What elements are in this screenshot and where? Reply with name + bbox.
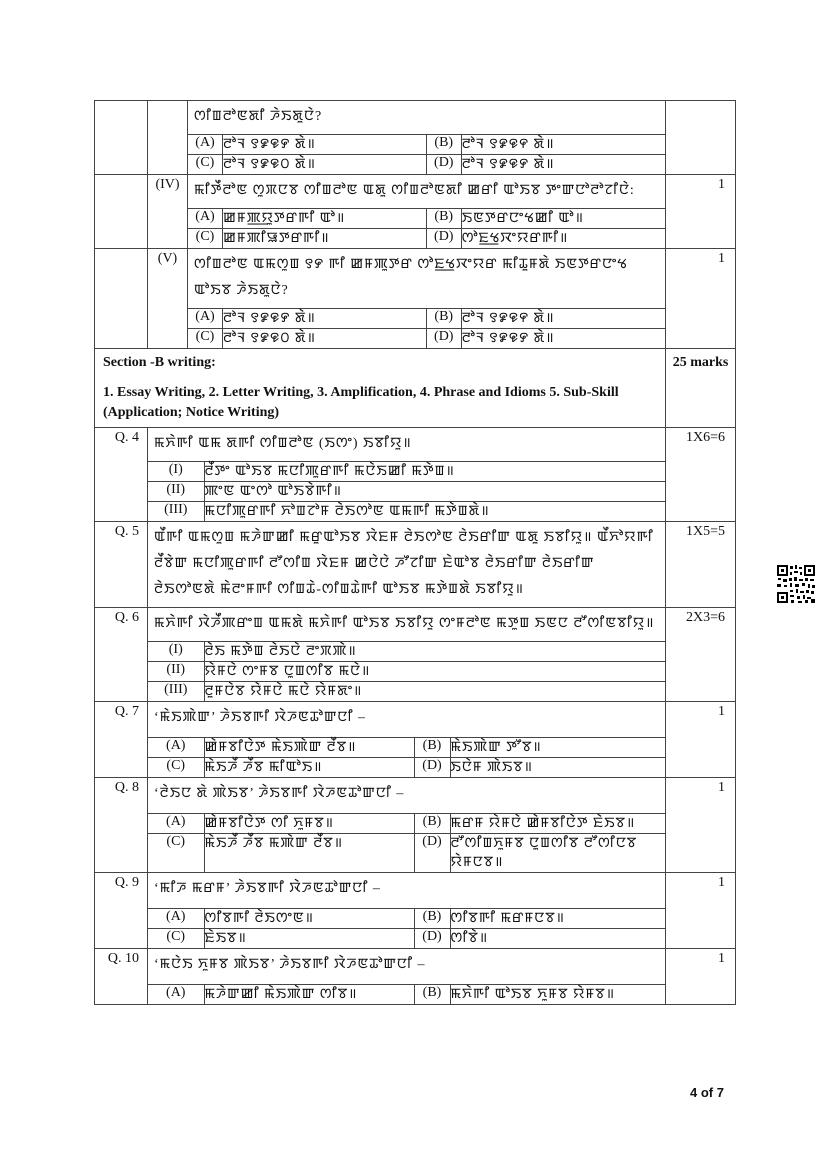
options-table (188, 209, 665, 248)
option-d: ꯂꯧꯁꯤꯡꯈꯨꯝꯕ ꯅꯨꯡꯁꯤꯕ ꯂꯧꯁꯤꯅꯕ ꯌꯥꯝꯅꯕ॥ (450, 834, 665, 873)
question-number: Q. 10 (95, 949, 148, 1005)
q5-row (95, 522, 736, 608)
section-b-row (95, 349, 736, 428)
q4-row (95, 428, 736, 522)
question-stem: ꯁꯤꯡꯂꯣꯟꯗꯤ ꯍꯥꯏꯗꯨꯅꯥ? (188, 101, 665, 135)
option-label-a: (A) (148, 909, 204, 929)
q7-row (95, 702, 736, 778)
option-label-c: (C) (188, 155, 223, 175)
option-label-a: (A) (188, 209, 223, 229)
option-a: ꯀꯝꯄ꯭ꯌꯨꯇꯔꯒꯤ ꯑꯣ॥ (223, 209, 427, 229)
options-table (148, 738, 665, 777)
marks: 1 (666, 249, 736, 349)
option-c: ꯃꯥꯏꯍꯩ ꯍꯩꯕ ꯃꯄꯥꯛ ꯂꯩꯕ॥ (204, 834, 414, 873)
item-text: ꯂꯥꯏ ꯃꯇꯥꯡ ꯂꯥꯏꯅꯥ ꯂꯦꯞꯄꯥ॥ (204, 644, 357, 659)
options-table (188, 309, 665, 348)
option-c: ꯐꯥꯏꯕ॥ (204, 929, 414, 949)
options-table (148, 985, 665, 1004)
q3-tail-row (95, 101, 736, 175)
sub-number: (IV) (148, 175, 188, 249)
question-stem: ꯃꯈꯥꯒꯤ ꯑꯃ ꯗꯒꯤ ꯁꯤꯡꯂꯣꯟ (ꯏꯁꯦ) ꯏꯕꯤꯌꯨ॥ (148, 428, 665, 462)
option-d: ꯂꯣꯜ ꯱꯹꯶꯸ ꯗꯥ॥ (461, 155, 665, 175)
question-stem: ꯃꯈꯥꯒꯤ ꯋꯥꯍꯩꯄꯔꯦꯡ ꯑꯃꯗꯥ ꯃꯈꯥꯒꯤ ꯑꯣꯏꯕ ꯏꯕꯤꯌꯨ ꯁꯦꯝꯂꯣꯟ ꯃꯇꯨꯡ ꯏꯟꯅ ꯂꯧꯁꯤꯟꯕꯤꯌꯨ॥ (148, 608, 665, 642)
item-text: ꯄꯦꯟ ꯑꯦꯁꯣ ꯑꯣꯏꯕꯥꯒꯤ॥ (204, 482, 665, 502)
item-label: (II) (148, 482, 204, 502)
page-number: 4 of 7 (690, 1085, 724, 1100)
section-description: 1. Essay Writing, 2. Letter Writing, 3. Amplification, 4. Phrase and Idioms 5. Sub-Skill (Application; Notice Writing) (103, 385, 619, 420)
option-label-b: (B) (414, 909, 450, 929)
section-title: Section -B writing: (103, 355, 216, 370)
question-text: ꯑꯩꯒꯤ ꯑꯃꯁꯨꯡ ꯃꯍꯥꯛꯀꯤ ꯃꯔꯨꯑꯣꯏꯕ ꯋꯥꯐꯝ ꯂꯥꯏꯁꯣꯟ ꯂꯥꯏꯔꯤꯛ ꯑꯗꯨ ꯏꯕꯤꯌꯨ॥ ꯑꯩꯈꯣꯌꯒꯤ ꯂꯩꯕꯥꯛ ꯃꯅꯤꯄꯨꯔꯒꯤ ꯂꯧꯁꯤꯡ ꯋꯥꯐꯝ ꯀꯅꯥꯅꯥ ꯍꯧꯖꯤꯛ ꯐꯥꯑꯣꯕ ꯂꯥꯏꯔꯤꯛ ꯂꯥꯏꯔꯤꯛ ꯂꯥꯏꯁꯣꯟꯗꯥ ꯃꯥꯂꯦꯝꯒꯤ ꯁꯤꯡꯊꯥ-ꯁꯤꯡꯊꯥꯒꯤ ꯑꯣꯏꯕ ꯃꯇꯥꯡꯗꯥ ꯏꯕꯤꯌꯨ॥ (154, 530, 654, 597)
q3-iv-row (95, 175, 736, 249)
option-c: ꯃꯥꯏꯍꯩ ꯍꯩꯕ ꯃꯤꯑꯣꯏ॥ (204, 758, 414, 778)
question-stem: ‘ꯃꯥꯏꯄꯥꯛ’ ꯍꯥꯏꯕꯒꯤ ꯋꯥꯍꯟꯊꯣꯛꯅꯤ – (148, 702, 665, 738)
marks: 1 (666, 175, 736, 249)
sub-number-cell (148, 101, 188, 175)
option-a: ꯀꯥꯝꯕꯤꯅꯥꯇ ꯃꯥꯏꯄꯥꯛ ꯂꯩꯕ॥ (204, 738, 414, 758)
section-marks: 25 marks (666, 349, 736, 428)
option-label-d: (D) (414, 834, 450, 873)
option-a: ꯂꯣꯜ ꯱꯹꯶꯸ ꯗꯥ॥ (223, 135, 427, 155)
marks: 1 (666, 949, 736, 1005)
option-c: ꯂꯣꯜ ꯱꯹꯶꯰ ꯗꯥ॥ (223, 329, 427, 349)
question-content (188, 101, 666, 175)
marks: 1 (666, 702, 736, 778)
question-table (94, 100, 736, 1005)
question-content (148, 522, 666, 608)
option-label-a: (A) (148, 738, 204, 758)
question-content (188, 249, 666, 349)
question-stem: ꯃꯤꯇꯩꯂꯣꯟ ꯁꯨꯞꯅꯕ ꯁꯤꯡꯂꯣꯟ ꯑꯗꯨ ꯁꯤꯡꯂꯣꯟꯗꯤ ꯀꯔꯤ ꯑꯣꯏꯕ ꯇꯦꯛꯅꯣꯂꯣꯖꯤꯅꯥ: (188, 175, 665, 209)
marks: 1 (666, 778, 736, 873)
option-b: ꯃꯔꯝ ꯌꯥꯝꯅꯥ ꯀꯥꯝꯕꯤꯅꯥꯇ ꯐꯥꯏꯕ॥ (450, 816, 636, 831)
option-label-c: (C) (148, 758, 204, 778)
option-label-c: (C) (188, 229, 223, 249)
option-label-d: (D) (426, 229, 461, 249)
option-d: ꯁꯤꯕꯥ॥ (450, 929, 665, 949)
section-b-heading (95, 349, 666, 428)
question-number-cell (95, 249, 148, 349)
option-label-d: (D) (426, 155, 461, 175)
question-stem: ‘ꯃꯅꯥꯏ ꯈꯨꯝꯕ ꯄꯥꯏꯕ’ ꯍꯥꯏꯕꯒꯤ ꯋꯥꯍꯟꯊꯣꯛꯅꯤ – (148, 949, 665, 985)
item-label: (III) (148, 682, 204, 702)
q3-v-row (95, 249, 736, 349)
question-number: Q. 5 (95, 522, 148, 608)
sub-number: (V) (148, 249, 188, 349)
question-content (148, 873, 666, 949)
option-label-a: (A) (188, 309, 223, 329)
item-label: (III) (148, 502, 204, 522)
marks: 2X3=6 (666, 608, 736, 702)
item-label: (I) (148, 642, 204, 662)
option-label-c: (C) (148, 929, 204, 949)
item-text: ꯃꯅꯤꯄꯨꯔꯒꯤ ꯈꯣꯡꯖꯣꯝ ꯂꯥꯏꯁꯣꯟ ꯑꯃꯒꯤ ꯃꯇꯥꯡꯗꯥ॥ (204, 502, 665, 522)
options-table (148, 814, 665, 872)
option-c: ꯂꯣꯜ ꯱꯹꯶꯰ ꯗꯥ॥ (223, 155, 427, 175)
option-label-b: (B) (414, 738, 450, 758)
item-label: (I) (148, 462, 204, 482)
sub-items-table (148, 462, 665, 521)
option-a: ꯀꯥꯝꯕꯤꯅꯥꯇ ꯁꯤ ꯈꯨꯝꯕ॥ (204, 814, 414, 834)
option-label-d: (D) (414, 929, 450, 949)
question-number: Q. 6 (95, 608, 148, 702)
option-d: ꯂꯣꯜ ꯱꯹꯶꯸ ꯗꯥ॥ (461, 329, 665, 349)
q8-row (95, 778, 736, 873)
options-table (188, 135, 665, 174)
marks: 1 (666, 873, 736, 949)
question-content (148, 949, 666, 1005)
option-label-d: (D) (426, 329, 461, 349)
question-number-cell (95, 101, 148, 175)
q10-row (95, 949, 736, 1005)
question-content (148, 428, 666, 522)
option-a: ꯃꯍꯥꯛꯀꯤ ꯃꯥꯏꯄꯥꯛ ꯁꯤꯕ॥ (204, 985, 414, 1004)
question-stem: ꯁꯤꯡꯂꯣꯟ ꯑꯃꯁꯨꯡ ꯱꯸ ꯒꯤ ꯀꯝꯄꯨꯇꯔ ꯁꯣꯐ꯭ꯠꯋꯦꯌꯔ ꯃꯤꯊꯨꯝꯗꯥ ꯏꯟꯇꯔꯅꯦꯠ ꯑꯣꯏꯕ ꯍꯥꯏꯗꯨꯅꯥ? (188, 249, 665, 309)
question-stem: ‘ꯂꯥꯏꯅ ꯗꯥ ꯄꯥꯏꯕ’ ꯍꯥꯏꯕꯒꯤ ꯋꯥꯍꯟꯊꯣꯛꯅꯤ – (148, 778, 665, 814)
option-label-b: (B) (426, 135, 461, 155)
option-label-a: (A) (188, 135, 223, 155)
marks-cell (666, 101, 736, 175)
q6-row (95, 608, 736, 702)
item-text: ꯂꯨꯝꯅꯥꯕ ꯌꯥꯝꯅꯥ ꯃꯅꯥ ꯌꯥꯝꯗꯦ॥ (204, 682, 665, 702)
option-c: ꯀꯝꯄꯤꯎꯇꯔꯒꯤ॥ (223, 229, 427, 249)
option-label-a: (A) (148, 985, 204, 1004)
item-label: (II) (148, 662, 204, 682)
option-b: ꯂꯣꯜ ꯱꯹꯶꯵ ꯗꯥ॥ (461, 311, 555, 326)
option-label-b: (B) (414, 814, 450, 834)
options-table (148, 909, 665, 948)
option-label-b: (B) (426, 209, 461, 229)
option-d: ꯁꯣꯐ꯭ꯠꯋꯦꯌꯔꯒꯤ॥ (461, 229, 665, 249)
question-stem: ‘ꯃꯤꯍ ꯃꯔꯝ’ ꯍꯥꯏꯕꯒꯤ ꯋꯥꯍꯟꯊꯣꯛꯅꯤ – (148, 873, 665, 909)
option-b: ꯂꯣꯜ ꯱꯹꯶꯵ ꯗꯥ॥ (461, 137, 555, 152)
qr-code-icon (776, 564, 816, 604)
option-label-a: (A) (148, 814, 204, 834)
option-label-d: (D) (414, 758, 450, 778)
option-label-b: (B) (426, 309, 461, 329)
option-label-c: (C) (148, 834, 204, 873)
q9-row (95, 873, 736, 949)
option-b: ꯃꯥꯏꯄꯥꯛ ꯇꯧꯕ॥ (450, 740, 542, 755)
option-a: ꯂꯣꯜ ꯱꯹꯶꯸ ꯗꯥ॥ (223, 309, 427, 329)
option-b: ꯁꯤꯕꯒꯤ ꯃꯔꯝꯅꯕ॥ (450, 911, 566, 926)
option-label-c: (C) (188, 329, 223, 349)
question-content (148, 608, 666, 702)
sub-items-table (148, 642, 665, 701)
question-content (148, 778, 666, 873)
marks: 1X6=6 (666, 428, 736, 522)
option-b: ꯏꯟꯇꯔꯅꯦꯠꯀꯤ ꯑꯣ॥ (461, 211, 584, 226)
question-number-cell (95, 175, 148, 249)
option-label-b: (B) (414, 985, 450, 1004)
option-a: ꯁꯤꯕꯒꯤ ꯂꯥꯏꯁꯦꯟ॥ (204, 909, 414, 929)
item-text: ꯂꯩꯇꯦ ꯑꯣꯏꯕ ꯃꯅꯤꯄꯨꯔꯒꯤ ꯃꯅꯥꯏꯀꯤ ꯃꯇꯥꯡ॥ (204, 464, 455, 479)
question-number: Q. 9 (95, 873, 148, 949)
option-d: ꯏꯅꯥꯝ ꯄꯥꯏꯕ॥ (450, 758, 665, 778)
question-content (148, 702, 666, 778)
question-number: Q. 7 (95, 702, 148, 778)
option-b: ꯃꯈꯥꯒꯤ ꯑꯣꯏꯕ ꯈꯨꯝꯕ ꯌꯥꯝꯕ॥ (450, 987, 616, 1002)
question-number: Q. 4 (95, 428, 148, 522)
question-content (188, 175, 666, 249)
item-text: ꯌꯥꯝꯅꯥ ꯁꯦꯝꯕ ꯅꯨꯡꯁꯤꯕ ꯃꯅꯥ॥ (204, 662, 665, 682)
question-number: Q. 8 (95, 778, 148, 873)
marks: 1X5=5 (666, 522, 736, 608)
